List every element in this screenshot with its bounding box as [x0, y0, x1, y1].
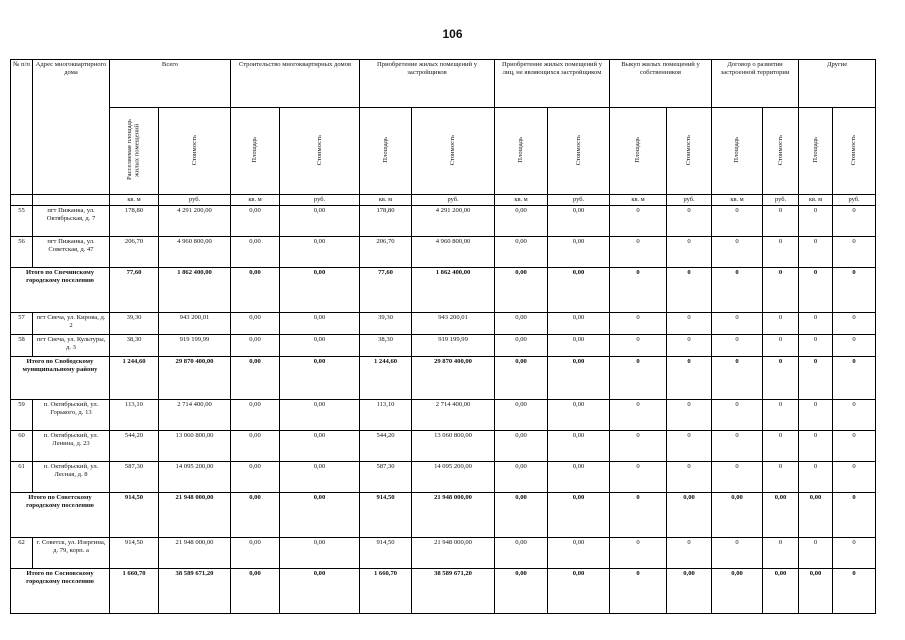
value-cell: 0,00: [280, 237, 360, 268]
table-row: [11, 462, 876, 493]
sub-header-area: Площадь: [231, 108, 280, 195]
value-cell: 0,00: [548, 357, 610, 400]
value-cell: 0: [833, 335, 876, 357]
value-cell: 1 244,60: [360, 357, 412, 400]
value-cell: 0: [667, 462, 712, 493]
value-cell: 1 660,70: [360, 569, 412, 614]
subtotal-row: [11, 569, 876, 614]
value-cell: 39,30: [360, 313, 412, 335]
unit-cell: кв. м: [231, 195, 280, 206]
unit-cell: руб.: [763, 195, 799, 206]
value-cell: 0,00: [280, 357, 360, 400]
value-cell: 0,00: [280, 400, 360, 431]
value-cell: 0,00: [495, 400, 548, 431]
value-cell: 0,00: [799, 569, 833, 614]
value-cell: 0: [610, 237, 667, 268]
value-cell: 14 095 200,00: [412, 462, 495, 493]
value-cell: 77,60: [110, 268, 159, 313]
value-cell: 0: [712, 400, 763, 431]
value-cell: 0: [763, 538, 799, 569]
header-row-subcolumns: [11, 108, 876, 195]
value-cell: 0: [833, 462, 876, 493]
value-cell: 0: [712, 237, 763, 268]
value-cell: 943 200,01: [159, 313, 231, 335]
value-cell: 0,00: [280, 313, 360, 335]
sub-header-area: Площадь: [712, 108, 763, 195]
unit-cell: руб.: [833, 195, 876, 206]
value-cell: 0: [610, 431, 667, 462]
value-cell: 0: [712, 357, 763, 400]
value-cell: 0: [833, 313, 876, 335]
value-cell: 0,00: [548, 493, 610, 538]
value-cell: 0: [833, 493, 876, 538]
value-cell: 943 200,01: [412, 313, 495, 335]
value-cell: 2 714 400,00: [412, 400, 495, 431]
value-cell: 0,00: [495, 335, 548, 357]
value-cell: 0: [763, 462, 799, 493]
value-cell: 0,00: [280, 462, 360, 493]
subtotal-label-cell: Итого по Свободскому муниципальному району: [11, 357, 110, 400]
value-cell: 0,00: [548, 538, 610, 569]
address-cell: пгт Свеча, ул. Кирова, д. 2: [33, 313, 110, 335]
value-cell: 206,70: [360, 237, 412, 268]
address-cell: г. Советск, ул. Изергина, д. 79, корп. а: [33, 538, 110, 569]
unit-cell: руб.: [412, 195, 495, 206]
value-cell: 0,00: [712, 569, 763, 614]
value-cell: 1 862 400,00: [412, 268, 495, 313]
row-number-cell: 60: [11, 431, 33, 462]
value-cell: 29 870 400,00: [159, 357, 231, 400]
value-cell: 0,00: [231, 538, 280, 569]
group-header-territory-development: Договор о развитии застроенной территории: [712, 60, 799, 108]
value-cell: 0,00: [231, 493, 280, 538]
value-cell: 0: [799, 206, 833, 237]
col-header-number: № п/п: [11, 60, 33, 195]
value-cell: 0,00: [280, 569, 360, 614]
group-header-total: Всего: [110, 60, 231, 108]
table-row: [11, 335, 876, 357]
value-cell: 4 960 800,00: [412, 237, 495, 268]
value-cell: 0,00: [231, 400, 280, 431]
row-number-cell: 56: [11, 237, 33, 268]
sub-header-cost: Стоимость: [280, 108, 360, 195]
value-cell: 21 948 000,00: [159, 493, 231, 538]
unit-cell: кв. м: [360, 195, 412, 206]
value-cell: 0,00: [495, 493, 548, 538]
value-cell: 38 589 671,20: [412, 569, 495, 614]
subtotal-label-cell: Итого по Сосновскому городскому поселению: [11, 569, 110, 614]
value-cell: 0: [712, 206, 763, 237]
value-cell: 38,30: [360, 335, 412, 357]
value-cell: 0: [667, 268, 712, 313]
value-cell: 0: [833, 431, 876, 462]
units-row: [11, 195, 876, 206]
value-cell: 1 660,70: [110, 569, 159, 614]
group-header-other: Другие: [799, 60, 876, 108]
value-cell: 4 291 200,00: [159, 206, 231, 237]
value-cell: 0: [667, 313, 712, 335]
value-cell: 0,00: [495, 462, 548, 493]
value-cell: 0: [610, 569, 667, 614]
value-cell: 0,00: [548, 237, 610, 268]
value-cell: 0,00: [280, 335, 360, 357]
value-cell: 0: [833, 268, 876, 313]
units-empty-cell: [11, 195, 33, 206]
value-cell: 0,00: [231, 268, 280, 313]
value-cell: 0,00: [548, 335, 610, 357]
value-cell: 544,20: [360, 431, 412, 462]
value-cell: 0: [610, 335, 667, 357]
value-cell: 113,10: [360, 400, 412, 431]
sub-header-cost: Стоимость: [667, 108, 712, 195]
table-row: [11, 206, 876, 237]
value-cell: 13 060 800,00: [159, 431, 231, 462]
value-cell: 0,00: [495, 569, 548, 614]
address-cell: п. Октябрьский, ул. Лесная, д. 8: [33, 462, 110, 493]
subtotal-label-cell: Итого по Советскому городскому поселению: [11, 493, 110, 538]
row-number-cell: 55: [11, 206, 33, 237]
value-cell: 113,10: [110, 400, 159, 431]
value-cell: 0: [712, 313, 763, 335]
value-cell: 0,00: [548, 206, 610, 237]
value-cell: 0: [833, 538, 876, 569]
value-cell: 0: [763, 335, 799, 357]
unit-cell: руб.: [280, 195, 360, 206]
unit-cell: кв. м: [495, 195, 548, 206]
address-cell: п. Октябрьский, ул. Горького, д. 13: [33, 400, 110, 431]
unit-cell: руб.: [667, 195, 712, 206]
value-cell: 0: [799, 431, 833, 462]
value-cell: 0: [763, 268, 799, 313]
value-cell: 0,00: [495, 538, 548, 569]
value-cell: 0,00: [548, 431, 610, 462]
sub-header-area: Площадь: [360, 108, 412, 195]
value-cell: 0: [799, 313, 833, 335]
value-cell: 0: [763, 237, 799, 268]
value-cell: 0: [833, 237, 876, 268]
value-cell: 0,00: [231, 431, 280, 462]
value-cell: 0,00: [280, 431, 360, 462]
value-cell: 0: [763, 206, 799, 237]
value-cell: 0: [667, 237, 712, 268]
value-cell: 0: [799, 357, 833, 400]
sub-header-area: Площадь: [799, 108, 833, 195]
value-cell: 0,00: [495, 268, 548, 313]
value-cell: 0,00: [495, 313, 548, 335]
value-cell: 14 095 200,00: [159, 462, 231, 493]
value-cell: 914,50: [110, 493, 159, 538]
subtotal-label-cell: Итого по Свечинскому городскому поселению: [11, 268, 110, 313]
value-cell: 0,00: [548, 268, 610, 313]
value-cell: 0,00: [667, 493, 712, 538]
value-cell: 0: [799, 237, 833, 268]
housing-resettlement-table: [10, 59, 876, 614]
value-cell: 0: [610, 538, 667, 569]
sub-header-cost: Стоимость: [548, 108, 610, 195]
value-cell: 0,00: [231, 335, 280, 357]
value-cell: 0,00: [231, 569, 280, 614]
value-cell: 0: [667, 538, 712, 569]
value-cell: 0,00: [231, 357, 280, 400]
value-cell: 13 060 800,00: [412, 431, 495, 462]
value-cell: 587,30: [360, 462, 412, 493]
value-cell: 0,00: [231, 237, 280, 268]
value-cell: 0,00: [763, 569, 799, 614]
unit-cell: кв. м: [799, 195, 833, 206]
value-cell: 178,80: [360, 206, 412, 237]
row-number-cell: 57: [11, 313, 33, 335]
value-cell: 0: [610, 313, 667, 335]
value-cell: 0: [712, 431, 763, 462]
sub-header-area: Площадь: [610, 108, 667, 195]
value-cell: 0: [712, 538, 763, 569]
page-number: 106: [442, 27, 463, 41]
value-cell: 0: [712, 335, 763, 357]
value-cell: 587,30: [110, 462, 159, 493]
unit-cell: кв. м: [110, 195, 159, 206]
table-row: [11, 313, 876, 335]
value-cell: 0: [763, 431, 799, 462]
value-cell: 0: [799, 335, 833, 357]
address-cell: пгт Свеча, ул. Культуры, д. 3: [33, 335, 110, 357]
table-row: [11, 400, 876, 431]
value-cell: 0: [667, 206, 712, 237]
value-cell: 544,20: [110, 431, 159, 462]
value-cell: 914,50: [360, 493, 412, 538]
value-cell: 206,70: [110, 237, 159, 268]
value-cell: 0,00: [548, 569, 610, 614]
value-cell: 0,00: [280, 206, 360, 237]
group-header-purchase-developers: Приобретение жилых помещений у застройщиков: [360, 60, 495, 108]
value-cell: 0: [833, 569, 876, 614]
col-header-address: Адрес многоквартирного дома: [33, 60, 110, 195]
value-cell: 0,00: [495, 237, 548, 268]
subtotal-row: [11, 493, 876, 538]
value-cell: 4 291 200,00: [412, 206, 495, 237]
value-cell: 0: [763, 400, 799, 431]
value-cell: 0,00: [763, 493, 799, 538]
sub-header-cost: Стоимость: [763, 108, 799, 195]
value-cell: 0,00: [495, 357, 548, 400]
value-cell: 39,30: [110, 313, 159, 335]
value-cell: 29 870 400,00: [412, 357, 495, 400]
row-number-cell: 59: [11, 400, 33, 431]
value-cell: 0: [799, 538, 833, 569]
value-cell: 2 714 400,00: [159, 400, 231, 431]
value-cell: 0,00: [280, 493, 360, 538]
value-cell: 919 199,99: [159, 335, 231, 357]
value-cell: 38,30: [110, 335, 159, 357]
value-cell: 0: [610, 493, 667, 538]
sub-header-total-area: Расселяемая площадь жилых помещений: [110, 108, 159, 195]
value-cell: 0,00: [495, 206, 548, 237]
unit-cell: кв. м: [610, 195, 667, 206]
value-cell: 0,00: [231, 462, 280, 493]
value-cell: 0: [610, 268, 667, 313]
value-cell: 21 948 000,00: [412, 538, 495, 569]
value-cell: 0,00: [548, 313, 610, 335]
row-number-cell: 62: [11, 538, 33, 569]
value-cell: 178,80: [110, 206, 159, 237]
unit-cell: руб.: [548, 195, 610, 206]
value-cell: 0: [712, 268, 763, 313]
units-empty-cell: [33, 195, 110, 206]
value-cell: 0: [610, 462, 667, 493]
value-cell: 0,00: [667, 569, 712, 614]
address-cell: п. Октябрьский, ул. Ленина, д. 23: [33, 431, 110, 462]
value-cell: 0,00: [231, 206, 280, 237]
value-cell: 0: [610, 400, 667, 431]
sub-header-area: Площадь: [495, 108, 548, 195]
unit-cell: кв. м: [712, 195, 763, 206]
value-cell: 0: [667, 400, 712, 431]
value-cell: 21 948 000,00: [159, 538, 231, 569]
row-number-cell: 61: [11, 462, 33, 493]
value-cell: 0: [763, 357, 799, 400]
value-cell: 0: [833, 357, 876, 400]
value-cell: 21 948 000,00: [412, 493, 495, 538]
value-cell: 0: [667, 335, 712, 357]
value-cell: 0: [799, 462, 833, 493]
value-cell: 0: [610, 357, 667, 400]
value-cell: 0,00: [712, 493, 763, 538]
sub-header-total-cost: Стоимость: [159, 108, 231, 195]
value-cell: 0: [833, 206, 876, 237]
value-cell: 0: [763, 313, 799, 335]
value-cell: 77,60: [360, 268, 412, 313]
value-cell: 0,00: [280, 538, 360, 569]
row-number-cell: 58: [11, 335, 33, 357]
value-cell: 0,00: [548, 400, 610, 431]
value-cell: 38 589 671,20: [159, 569, 231, 614]
value-cell: 919 199,99: [412, 335, 495, 357]
value-cell: 0,00: [280, 268, 360, 313]
sub-header-cost: Стоимость: [833, 108, 876, 195]
value-cell: 4 960 800,00: [159, 237, 231, 268]
group-header-buyout: Выкуп жилых помещений у собственников: [610, 60, 712, 108]
subtotal-row: [11, 357, 876, 400]
unit-cell: руб.: [159, 195, 231, 206]
value-cell: 914,50: [360, 538, 412, 569]
value-cell: 1 862 400,00: [159, 268, 231, 313]
value-cell: 0,00: [231, 313, 280, 335]
address-cell: пгт Пижанка, ул. Советская, д. 47: [33, 237, 110, 268]
value-cell: 914,50: [110, 538, 159, 569]
table-row: [11, 431, 876, 462]
group-header-construction: Строительство многоквартирных домов: [231, 60, 360, 108]
value-cell: 0: [712, 462, 763, 493]
value-cell: 1 244,60: [110, 357, 159, 400]
header-row-groups: [11, 60, 876, 108]
table-row: [11, 237, 876, 268]
subtotal-row: [11, 268, 876, 313]
group-header-purchase-non-developers: Приобретение жилых помещений у лиц, не являющихся застройщиком: [495, 60, 610, 108]
sub-header-cost: Стоимость: [412, 108, 495, 195]
value-cell: 0: [610, 206, 667, 237]
value-cell: 0: [667, 431, 712, 462]
value-cell: 0: [799, 400, 833, 431]
value-cell: 0: [667, 357, 712, 400]
table-row: [11, 538, 876, 569]
value-cell: 0,00: [548, 462, 610, 493]
value-cell: 0,00: [799, 493, 833, 538]
value-cell: 0: [833, 400, 876, 431]
value-cell: 0,00: [495, 431, 548, 462]
value-cell: 0: [799, 268, 833, 313]
address-cell: пгт Пижанка, ул. Октябрьская, д. 7: [33, 206, 110, 237]
